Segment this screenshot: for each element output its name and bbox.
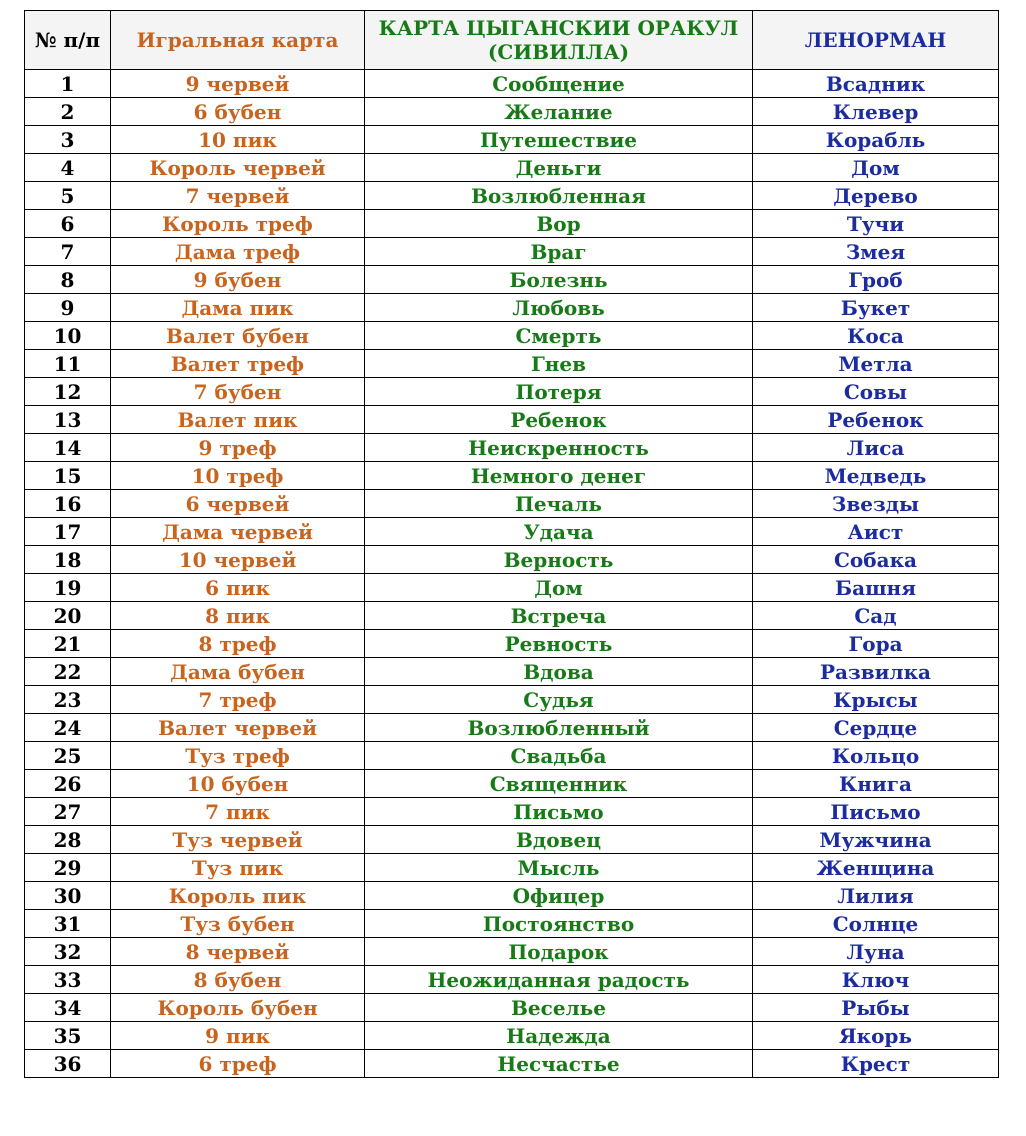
gypsy-oracle-cell: Вор (365, 210, 753, 238)
row-number: 29 (25, 854, 111, 882)
lenormand-cell: Букет (753, 294, 999, 322)
table-row (25, 294, 999, 322)
lenormand-cell: Тучи (753, 210, 999, 238)
table-row (25, 378, 999, 406)
playing-card-cell: 10 червей (111, 546, 365, 574)
row-number: 34 (25, 994, 111, 1022)
row-number: 4 (25, 154, 111, 182)
playing-card-cell: 7 пик (111, 798, 365, 826)
playing-card-cell: 6 пик (111, 574, 365, 602)
row-number: 2 (25, 98, 111, 126)
lenormand-cell: Лилия (753, 882, 999, 910)
row-number: 17 (25, 518, 111, 546)
table-row (25, 434, 999, 462)
playing-card-cell: Туз червей (111, 826, 365, 854)
lenormand-cell: Письмо (753, 798, 999, 826)
row-number: 10 (25, 322, 111, 350)
row-number: 28 (25, 826, 111, 854)
lenormand-cell: Совы (753, 378, 999, 406)
lenormand-cell: Женщина (753, 854, 999, 882)
playing-card-cell: Валет бубен (111, 322, 365, 350)
row-number: 30 (25, 882, 111, 910)
lenormand-cell: Башня (753, 574, 999, 602)
row-number: 1 (25, 70, 111, 98)
table-row (25, 714, 999, 742)
table-row (25, 462, 999, 490)
gypsy-oracle-cell: Подарок (365, 938, 753, 966)
gypsy-oracle-cell: Вдовец (365, 826, 753, 854)
gypsy-oracle-cell: Постоянство (365, 910, 753, 938)
lenormand-cell: Всадник (753, 70, 999, 98)
row-number: 23 (25, 686, 111, 714)
table-row (25, 70, 999, 98)
table-row (25, 546, 999, 574)
gypsy-oracle-cell: Удача (365, 518, 753, 546)
header-row (25, 11, 999, 70)
playing-card-cell: Дама треф (111, 238, 365, 266)
lenormand-cell: Сад (753, 602, 999, 630)
lenormand-cell: Клевер (753, 98, 999, 126)
lenormand-cell: Дом (753, 154, 999, 182)
playing-card-cell: Валет пик (111, 406, 365, 434)
table-row (25, 210, 999, 238)
playing-card-cell: 6 бубен (111, 98, 365, 126)
playing-card-cell: 6 червей (111, 490, 365, 518)
lenormand-cell: Метла (753, 350, 999, 378)
playing-card-cell: Валет треф (111, 350, 365, 378)
row-number: 11 (25, 350, 111, 378)
playing-card-cell: Дама пик (111, 294, 365, 322)
lenormand-cell: Собака (753, 546, 999, 574)
gypsy-oracle-cell: Несчастье (365, 1050, 753, 1078)
gypsy-oracle-cell: Враг (365, 238, 753, 266)
gypsy-oracle-cell: Возлюбленный (365, 714, 753, 742)
playing-card-cell: 10 бубен (111, 770, 365, 798)
playing-card-cell: 10 пик (111, 126, 365, 154)
table-row (25, 238, 999, 266)
table-row (25, 574, 999, 602)
table-row (25, 994, 999, 1022)
playing-card-cell: Король бубен (111, 994, 365, 1022)
gypsy-oracle-cell: Немного денег (365, 462, 753, 490)
table-row (25, 1022, 999, 1050)
playing-card-cell: 10 треф (111, 462, 365, 490)
table-row (25, 854, 999, 882)
gypsy-oracle-cell: Священник (365, 770, 753, 798)
table-row (25, 882, 999, 910)
row-number: 12 (25, 378, 111, 406)
lenormand-cell: Мужчина (753, 826, 999, 854)
lenormand-cell: Гроб (753, 266, 999, 294)
lenormand-cell: Коса (753, 322, 999, 350)
playing-card-cell: Дама червей (111, 518, 365, 546)
playing-card-cell: 8 пик (111, 602, 365, 630)
gypsy-oracle-cell: Веселье (365, 994, 753, 1022)
card-correspondence-table (24, 10, 999, 1078)
lenormand-cell: Луна (753, 938, 999, 966)
table-row (25, 938, 999, 966)
playing-card-cell: Король червей (111, 154, 365, 182)
lenormand-cell: Крысы (753, 686, 999, 714)
table-row (25, 742, 999, 770)
playing-card-cell: 9 бубен (111, 266, 365, 294)
gypsy-oracle-cell: Офицер (365, 882, 753, 910)
table-row (25, 1050, 999, 1078)
playing-card-cell: 9 треф (111, 434, 365, 462)
gypsy-oracle-cell: Деньги (365, 154, 753, 182)
header-number: № п/п (25, 11, 111, 70)
table-row (25, 266, 999, 294)
row-number: 15 (25, 462, 111, 490)
playing-card-cell: 8 червей (111, 938, 365, 966)
row-number: 19 (25, 574, 111, 602)
gypsy-oracle-cell: Вдова (365, 658, 753, 686)
table-row (25, 798, 999, 826)
playing-card-cell: 7 червей (111, 182, 365, 210)
table-row (25, 630, 999, 658)
table-body (25, 70, 999, 1078)
card-correspondence-table-wrapper (24, 10, 998, 1078)
lenormand-cell: Крест (753, 1050, 999, 1078)
row-number: 6 (25, 210, 111, 238)
gypsy-oracle-cell: Надежда (365, 1022, 753, 1050)
row-number: 16 (25, 490, 111, 518)
table-row (25, 518, 999, 546)
row-number: 7 (25, 238, 111, 266)
gypsy-oracle-cell: Письмо (365, 798, 753, 826)
table-row (25, 490, 999, 518)
table-row (25, 602, 999, 630)
gypsy-oracle-cell: Встреча (365, 602, 753, 630)
row-number: 31 (25, 910, 111, 938)
playing-card-cell: Дама бубен (111, 658, 365, 686)
playing-card-cell: 8 бубен (111, 966, 365, 994)
lenormand-cell: Змея (753, 238, 999, 266)
playing-card-cell: Туз пик (111, 854, 365, 882)
gypsy-oracle-cell: Неискренность (365, 434, 753, 462)
lenormand-cell: Кольцо (753, 742, 999, 770)
header-lenormand: ЛЕНОРМАН (753, 11, 999, 70)
playing-card-cell: 9 червей (111, 70, 365, 98)
lenormand-cell: Ребенок (753, 406, 999, 434)
gypsy-oracle-cell: Судья (365, 686, 753, 714)
table-row (25, 350, 999, 378)
lenormand-cell: Лиса (753, 434, 999, 462)
playing-card-cell: 6 треф (111, 1050, 365, 1078)
row-number: 22 (25, 658, 111, 686)
gypsy-oracle-cell: Болезнь (365, 266, 753, 294)
playing-card-cell: 8 треф (111, 630, 365, 658)
row-number: 25 (25, 742, 111, 770)
row-number: 32 (25, 938, 111, 966)
gypsy-oracle-cell: Потеря (365, 378, 753, 406)
row-number: 33 (25, 966, 111, 994)
table-row (25, 686, 999, 714)
lenormand-cell: Ключ (753, 966, 999, 994)
gypsy-oracle-cell: Свадьба (365, 742, 753, 770)
lenormand-cell: Звезды (753, 490, 999, 518)
playing-card-cell: Король пик (111, 882, 365, 910)
gypsy-oracle-cell: Смерть (365, 322, 753, 350)
gypsy-oracle-cell: Гнев (365, 350, 753, 378)
lenormand-cell: Гора (753, 630, 999, 658)
lenormand-cell: Аист (753, 518, 999, 546)
lenormand-cell: Якорь (753, 1022, 999, 1050)
lenormand-cell: Дерево (753, 182, 999, 210)
header-playing-card: Игральная карта (111, 11, 365, 70)
gypsy-oracle-cell: Возлюбленная (365, 182, 753, 210)
lenormand-cell: Сердце (753, 714, 999, 742)
row-number: 14 (25, 434, 111, 462)
row-number: 13 (25, 406, 111, 434)
gypsy-oracle-cell: Сообщение (365, 70, 753, 98)
gypsy-oracle-cell: Неожиданная радость (365, 966, 753, 994)
playing-card-cell: Туз бубен (111, 910, 365, 938)
row-number: 3 (25, 126, 111, 154)
row-number: 27 (25, 798, 111, 826)
gypsy-oracle-cell: Любовь (365, 294, 753, 322)
gypsy-oracle-cell: Желание (365, 98, 753, 126)
table-row (25, 98, 999, 126)
playing-card-cell: 9 пик (111, 1022, 365, 1050)
table-row (25, 658, 999, 686)
row-number: 36 (25, 1050, 111, 1078)
table-row (25, 826, 999, 854)
gypsy-oracle-cell: Верность (365, 546, 753, 574)
row-number: 20 (25, 602, 111, 630)
row-number: 26 (25, 770, 111, 798)
table-row (25, 406, 999, 434)
table-row (25, 966, 999, 994)
gypsy-oracle-cell: Дом (365, 574, 753, 602)
table-row (25, 154, 999, 182)
table-row (25, 126, 999, 154)
lenormand-cell: Книга (753, 770, 999, 798)
header-gypsy-oracle: КАРТА ЦЫГАНСКИИ ОРАКУЛ (СИВИЛЛА) (365, 11, 753, 70)
playing-card-cell: Туз треф (111, 742, 365, 770)
table-row (25, 770, 999, 798)
gypsy-oracle-cell: Путешествие (365, 126, 753, 154)
row-number: 21 (25, 630, 111, 658)
gypsy-oracle-cell: Печаль (365, 490, 753, 518)
row-number: 35 (25, 1022, 111, 1050)
lenormand-cell: Развилка (753, 658, 999, 686)
gypsy-oracle-cell: Ребенок (365, 406, 753, 434)
playing-card-cell: 7 треф (111, 686, 365, 714)
table-row (25, 322, 999, 350)
table-row (25, 910, 999, 938)
gypsy-oracle-cell: Ревность (365, 630, 753, 658)
playing-card-cell: 7 бубен (111, 378, 365, 406)
playing-card-cell: Король треф (111, 210, 365, 238)
lenormand-cell: Корабль (753, 126, 999, 154)
lenormand-cell: Рыбы (753, 994, 999, 1022)
row-number: 8 (25, 266, 111, 294)
row-number: 24 (25, 714, 111, 742)
row-number: 9 (25, 294, 111, 322)
playing-card-cell: Валет червей (111, 714, 365, 742)
table-row (25, 182, 999, 210)
row-number: 18 (25, 546, 111, 574)
gypsy-oracle-cell: Мысль (365, 854, 753, 882)
lenormand-cell: Солнце (753, 910, 999, 938)
row-number: 5 (25, 182, 111, 210)
lenormand-cell: Медведь (753, 462, 999, 490)
